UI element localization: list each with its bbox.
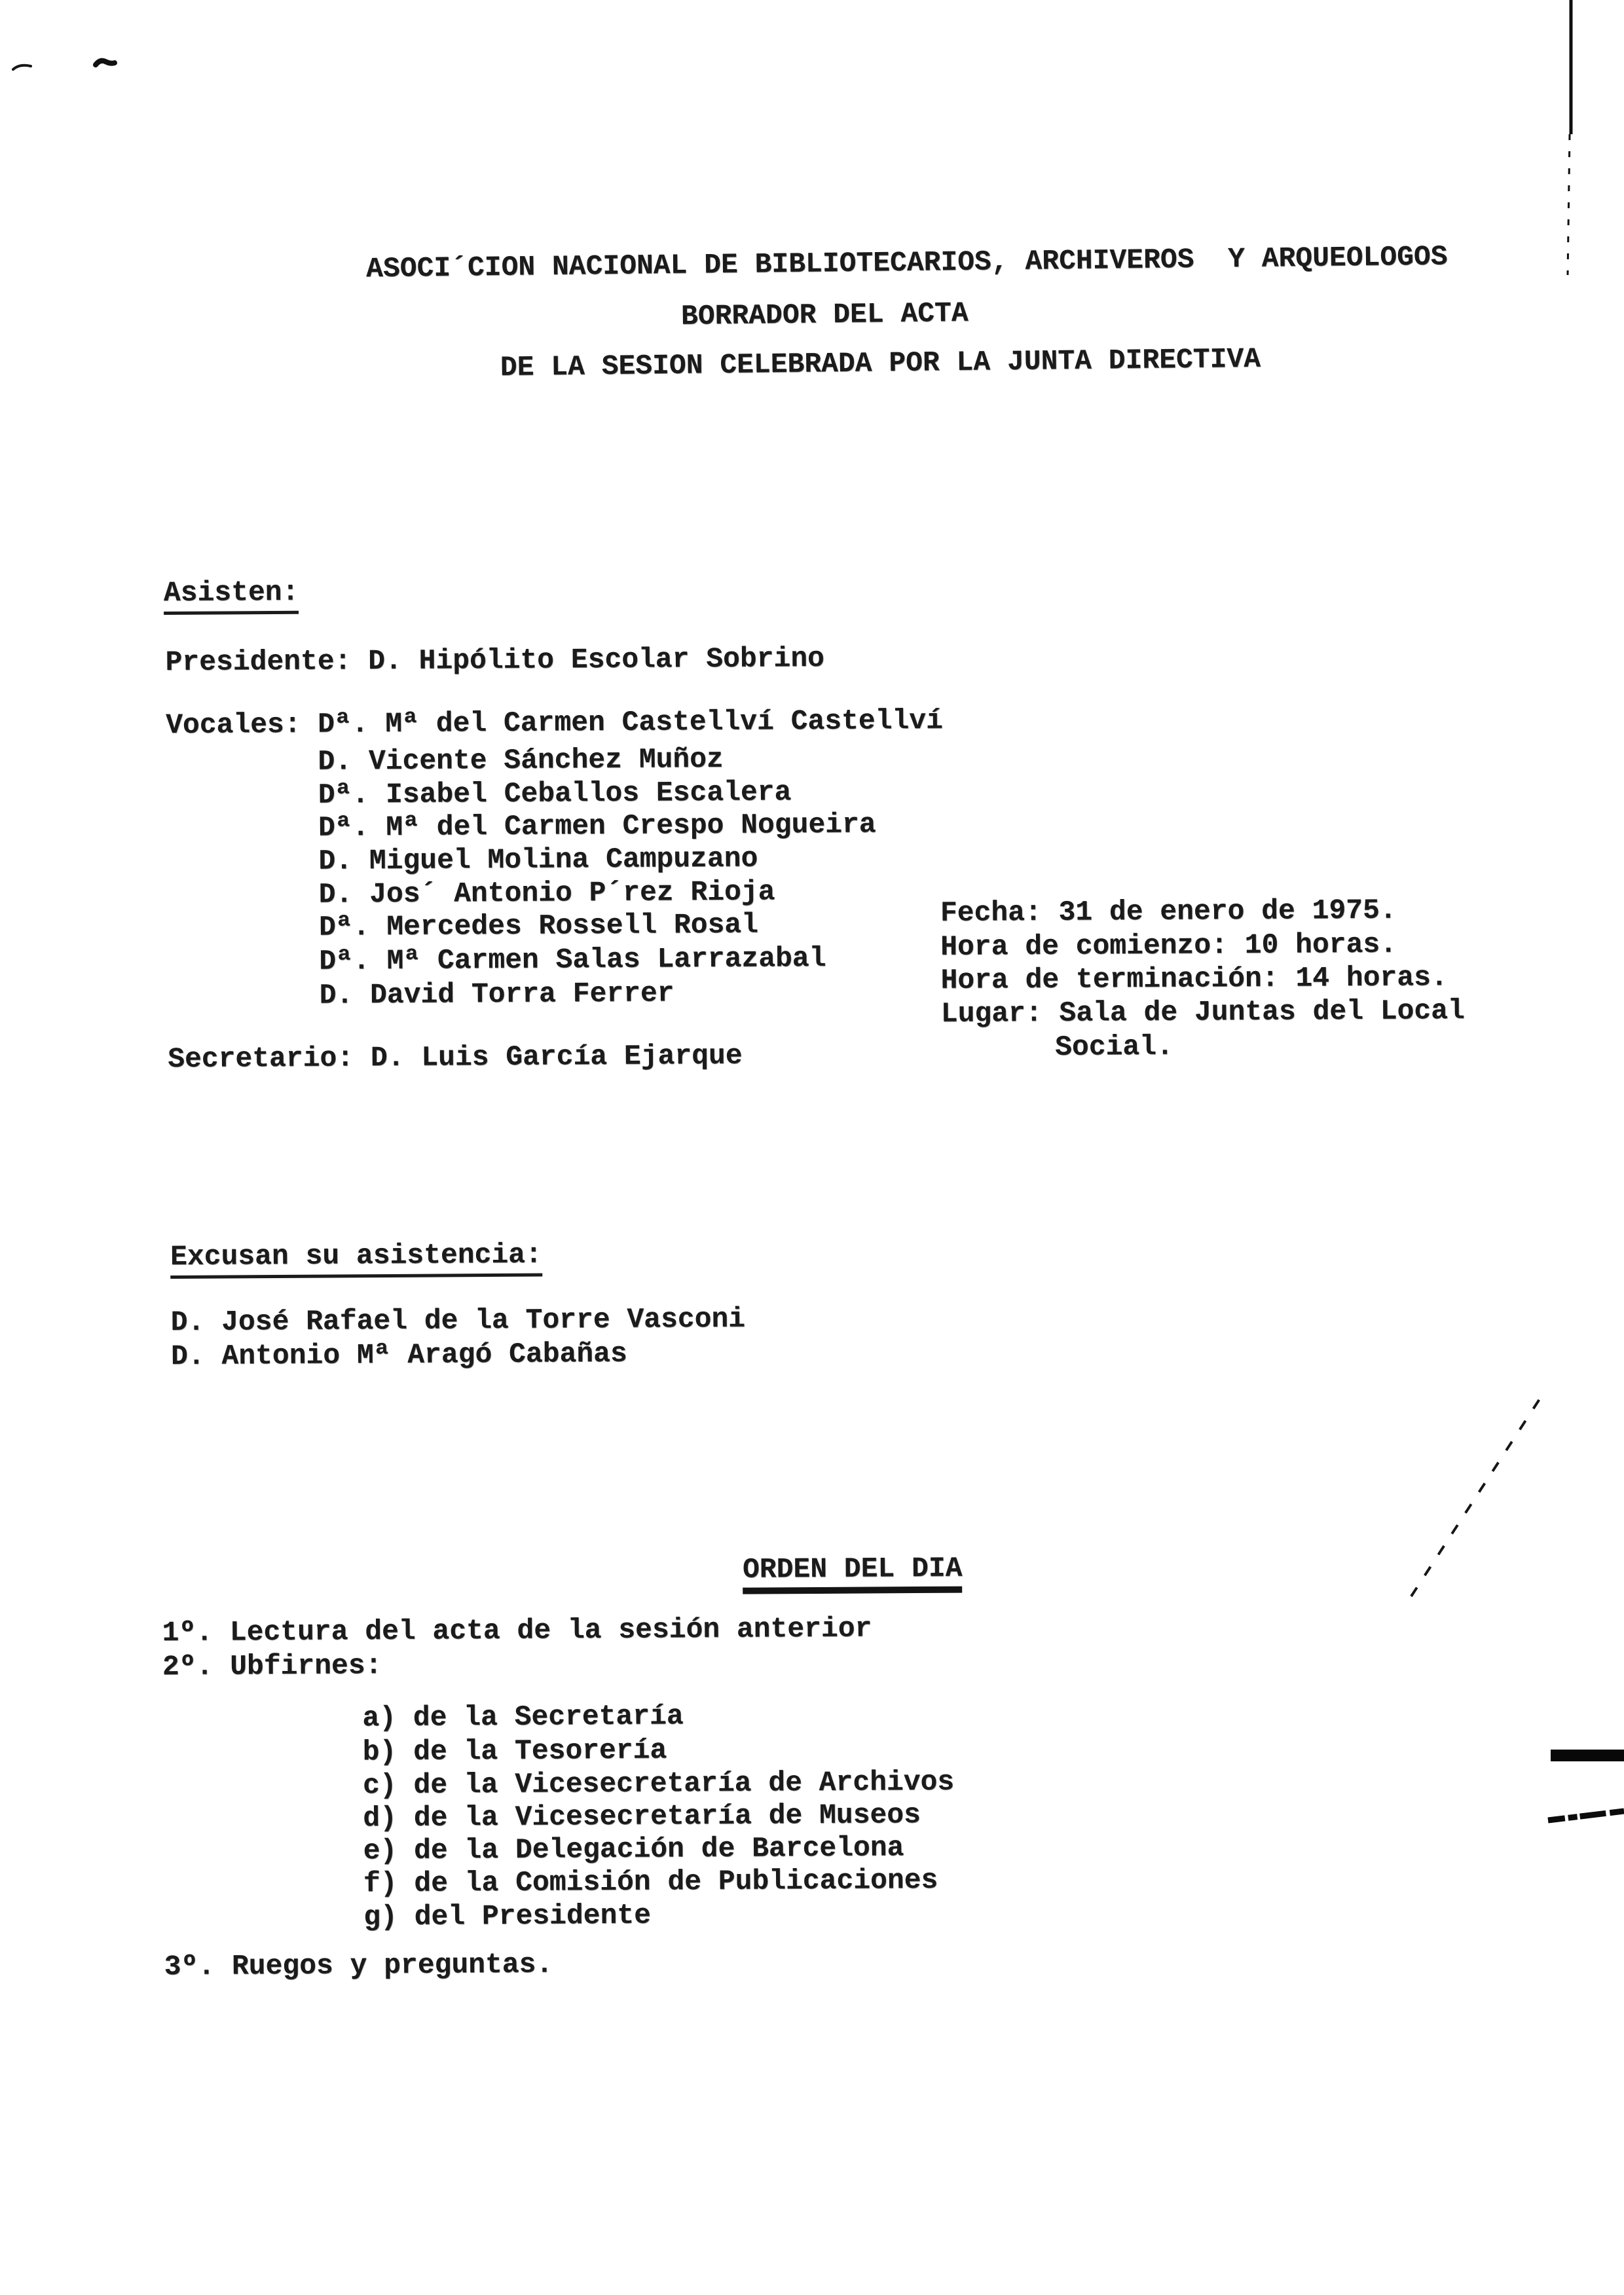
session-place: Lugar: Sala de Juntas del Local bbox=[940, 994, 1465, 1030]
agenda-item-3: 3º. Ruegos y preguntas. bbox=[164, 1948, 553, 1983]
session-end-time: Hora de terminación: 14 horas. bbox=[940, 961, 1448, 997]
agenda-subitem-f: f) de la Comisión de Publicaciones bbox=[363, 1864, 938, 1900]
excused-name: D. Antonio Mª Aragó Cabañas bbox=[170, 1337, 627, 1372]
vocal-name: D. David Torra Ferrer bbox=[319, 977, 674, 1012]
title-line-sesion: DE LA SESION CELEBRADA POR LA JUNTA DIRECTIVA bbox=[500, 342, 1261, 384]
agenda-item-1: 1º. Lectura del acta de la sesión anterior bbox=[162, 1612, 872, 1649]
session-date: Fecha: 31 de enero de 1975. bbox=[940, 894, 1397, 929]
agenda-subitem-g: g) del Presidente bbox=[363, 1899, 652, 1934]
agenda-title: ORDEN DEL DIA bbox=[743, 1554, 963, 1594]
agenda-subitem-d: d) de la Vicesecretaría de Museos bbox=[363, 1799, 921, 1835]
vocal-name: D. Miguel Molina Campuzano bbox=[318, 842, 758, 877]
vocal-name: Dª. Mª del Carmen Crespo Nogueira bbox=[318, 808, 876, 844]
agenda-subitem-a: a) de la Secretaría bbox=[362, 1700, 684, 1735]
vocal-name: D. Jos´ Antonio P´rez Rioja bbox=[318, 875, 775, 911]
vocal-name: Dª. Mercedes Rossell Rosal bbox=[318, 908, 759, 944]
title-line-association: ASOCI´CION NACIONAL DE BIBLIOTECARIOS, ARCHIVEROS Y ARQUEOLOGOS bbox=[365, 240, 1448, 285]
secretary-line: Secretario: D. Luis García Ejarque bbox=[168, 1039, 743, 1076]
agenda-subitem-b: b) de la Tesorería bbox=[362, 1734, 667, 1769]
title-line-borrador: BORRADOR DEL ACTA bbox=[680, 297, 969, 333]
president-line: Presidente: D. Hipólito Escolar Sobrino bbox=[165, 642, 825, 679]
excused-heading: Excusan su asistencia: bbox=[170, 1241, 542, 1279]
agenda-item-2: 2º. Ubfirnes: bbox=[162, 1649, 382, 1683]
vocal-name: Dª. Mª Carmen Salas Larrazabal bbox=[319, 942, 826, 978]
vocal-name: Dª. Mª del Carmen Castellví Castellví bbox=[317, 704, 944, 741]
vocales-label: Vocales: bbox=[165, 708, 301, 742]
agenda-subitem-c: c) de la Vicesecretaría de Archivos bbox=[362, 1765, 955, 1802]
agenda-subitem-e: e) de la Delegación de Barcelona bbox=[363, 1831, 904, 1867]
vocal-name: Dª. Isabel Ceballos Escalera bbox=[318, 776, 792, 811]
excused-name: D. José Rafael de la Torre Vasconi bbox=[170, 1302, 746, 1338]
attendance-heading: Asisten: bbox=[164, 578, 299, 615]
session-start-time: Hora de comienzo: 10 horas. bbox=[940, 928, 1397, 963]
session-place-cont: Social. bbox=[1055, 1030, 1173, 1063]
vocal-name: D. Vicente Sánchez Muñoz bbox=[318, 743, 724, 778]
